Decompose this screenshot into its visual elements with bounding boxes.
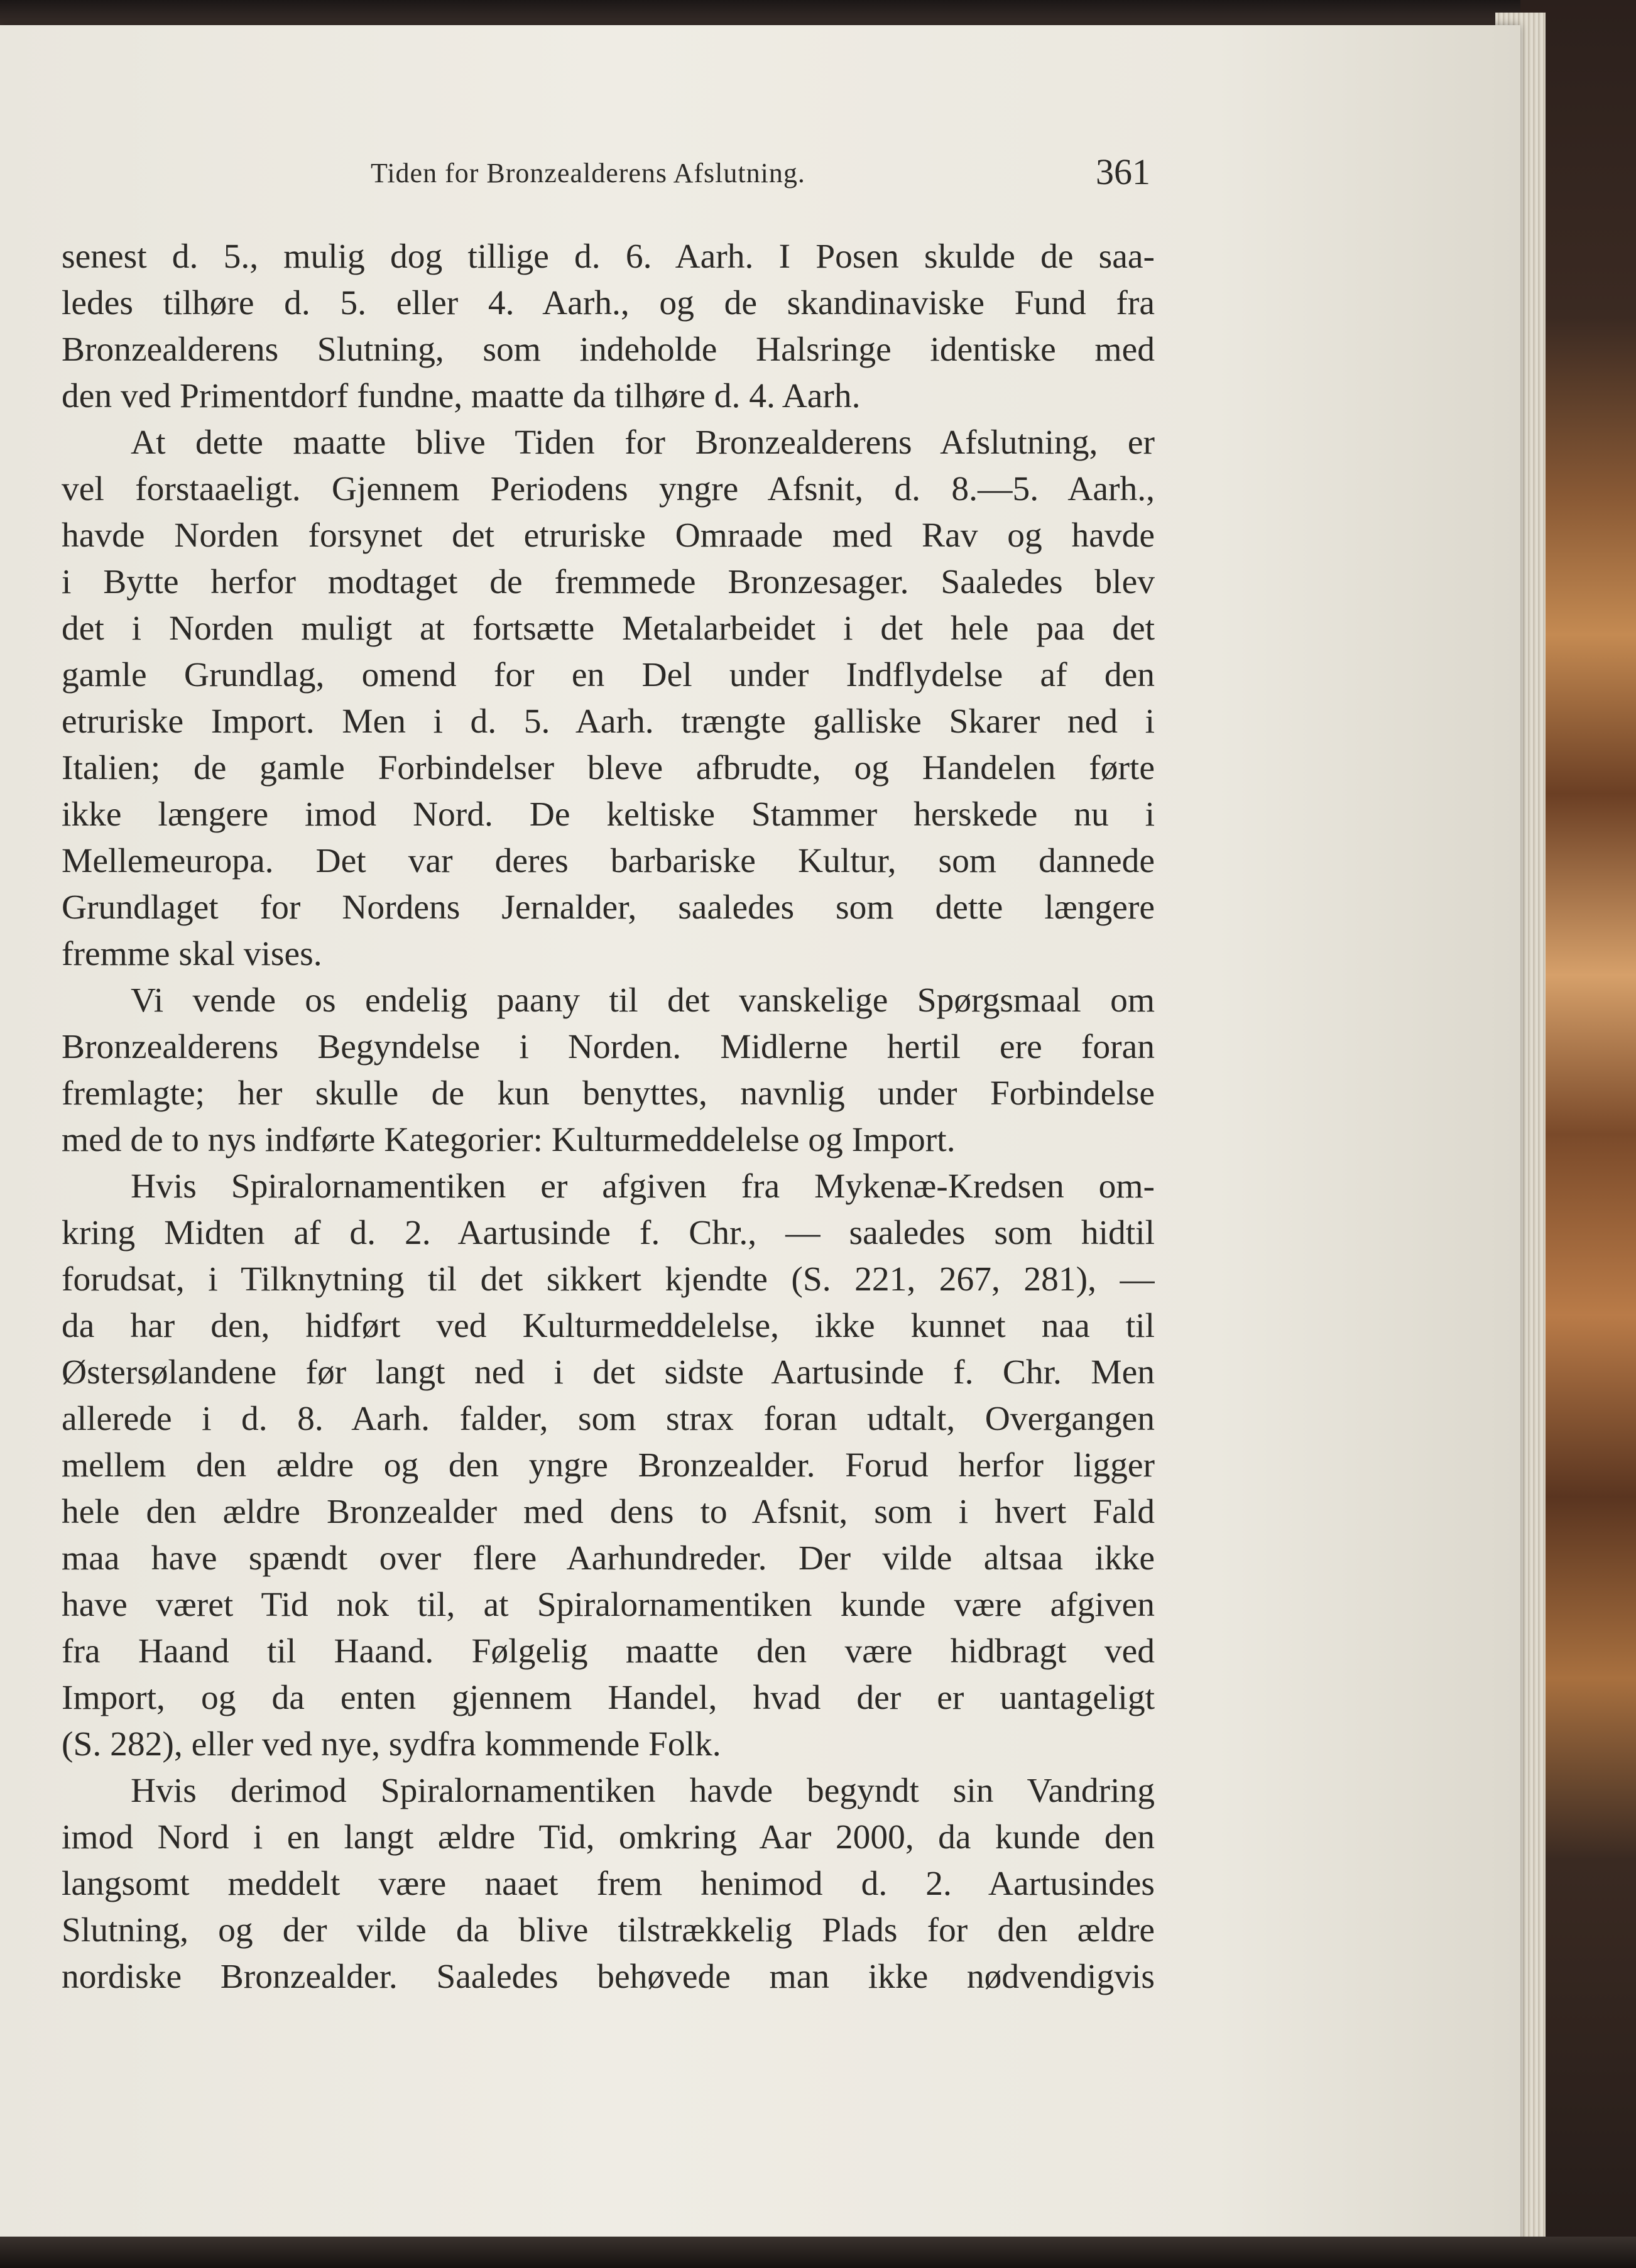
text-line: Italien; de gamle Forbindelser bleve afbrudte, og Handelen førte: [62, 749, 1155, 787]
text-line: senest d. 5., mulig dog tillige d. 6. Aarh. I Posen skulde de saa-: [62, 237, 1155, 276]
text-line: det i Norden muligt at fortsætte Metalarbeidet i det hele paa det: [62, 609, 1155, 648]
text-line: allerede i d. 8. Aarh. falder, som strax foran udtalt, Overgangen: [62, 1400, 1155, 1438]
text-line: langsomt meddelt være naaet frem henimod d. 2. Aartusindes: [62, 1865, 1155, 1903]
text-line: Mellemeuropa. Det var deres barbariske Kultur, som dannede: [62, 842, 1155, 880]
text-line: Vi vende os endelig paany til det vanskelige Spørgsmaal om: [131, 981, 1155, 1020]
text-line: nordiske Bronzealder. Saaledes behøvede man ikke nødvendigvis: [62, 1958, 1155, 1996]
text-line: Hvis Spiralornamentiken er afgiven fra Mykenæ-Kredsen om-: [131, 1167, 1155, 1206]
text-line: Grundlaget for Nordens Jernalder, saaledes som dette længere: [62, 888, 1155, 927]
text-line: med de to nys indførte Kategorier: Kulturmeddelelse og Import.: [62, 1121, 956, 1159]
body-text: [62, 234, 1155, 2000]
text-line: mellem den ældre og den yngre Bronzealder. Forud herfor ligger: [62, 1446, 1155, 1485]
text-line: da har den, hidført ved Kulturmeddelelse, ikke kunnet naa til: [62, 1307, 1155, 1345]
page-number: 361: [1096, 151, 1150, 192]
text-line: fremlagte; her skulle de kun benyttes, navnlig under Forbindelse: [62, 1074, 1155, 1113]
scan-background-bottom: [0, 2237, 1636, 2268]
text-line: kring Midten af d. 2. Aartusinde f. Chr., — saaledes som hidtil: [62, 1214, 1155, 1252]
text-line: Bronzealderens Begyndelse i Norden. Midlerne hertil ere foran: [62, 1028, 1155, 1066]
running-head: Tiden for Bronzealderens Afslutning.: [371, 158, 805, 188]
text-line: ledes tilhøre d. 5. eller 4. Aarh., og de skandinaviske Fund fra: [62, 284, 1155, 322]
text-line: havde Norden forsynet det etruriske Omraade med Rav og havde: [62, 516, 1155, 555]
text-line: fra Haand til Haand. Følgelig maatte den være hidbragt ved: [62, 1632, 1155, 1671]
text-line: (S. 282), eller ved nye, sydfra kommende Folk.: [62, 1725, 721, 1764]
text-line: imod Nord i en langt ældre Tid, omkring Aar 2000, da kunde den: [62, 1818, 1155, 1856]
text-line: hele den ældre Bronzealder med dens to Afsnit, som i hvert Fald: [62, 1493, 1155, 1531]
text-line: den ved Primentdorf fundne, maatte da tilhøre d. 4. Aarh.: [62, 377, 861, 415]
text-line: have været Tid nok til, at Spiralornamentiken kunde være afgiven: [62, 1586, 1155, 1624]
text-line: Import, og da enten gjennem Handel, hvad der er uantageligt: [62, 1679, 1155, 1717]
text-line: ikke længere imod Nord. De keltiske Stammer herskede nu i: [62, 795, 1155, 834]
text-line: forudsat, i Tilknytning til det sikkert kjendte (S. 221, 267, 281), —: [62, 1260, 1155, 1299]
text-line: At dette maatte blive Tiden for Bronzealderens Afslutning, er: [131, 423, 1155, 462]
text-line: vel forstaaeligt. Gjennem Periodens yngre Afsnit, d. 8.—5. Aarh.,: [62, 470, 1155, 508]
text-line: etruriske Import. Men i d. 5. Aarh. trængte galliske Skarer ned i: [62, 702, 1155, 741]
text-line: gamle Grundlag, omend for en Del under Indflydelse af den: [62, 656, 1155, 694]
text-line: Bronzealderens Slutning, som indeholde Halsringe identiske med: [62, 330, 1155, 369]
text-line: Østersølandene før langt ned i det sidste Aartusinde f. Chr. Men: [62, 1353, 1155, 1392]
text-line: i Bytte herfor modtaget de fremmede Bronzesager. Saaledes blev: [62, 563, 1155, 601]
text-line: Slutning, og der vilde da blive tilstrækkelig Plads for den ældre: [62, 1911, 1155, 1949]
text-line: fremme skal vises.: [62, 935, 322, 973]
text-line: Hvis derimod Spiralornamentiken havde begyndt sin Vandring: [131, 1772, 1155, 1810]
text-line: maa have spændt over flere Aarhundreder. Der vilde altsaa ikke: [62, 1539, 1155, 1578]
